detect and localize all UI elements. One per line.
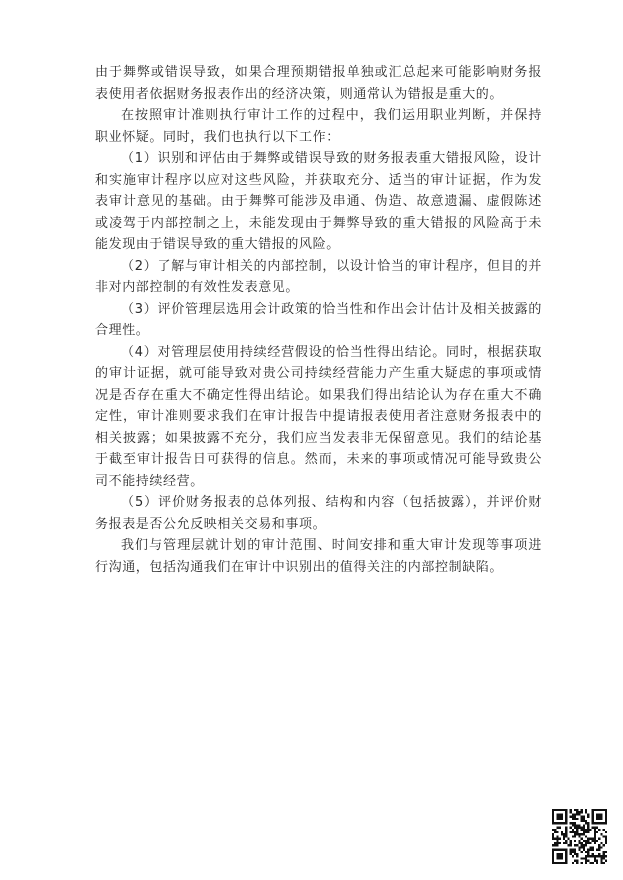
paragraph-item-3-accounting-policies: （3）评价管理层选用会计政策的恰当性和作出会计估计及相关披露的合理性。 — [95, 301, 542, 338]
paragraph-material-misstatement: 由于舞弊或错误导致，如果合理预期错报单独或汇总起来可能影响财务报表使用者依据财务报表作出的经济决策，则通常认为错报是重大的。 — [95, 65, 542, 102]
paragraph-item-1-risk-assessment: （1）识别和评估由于舞弊或错误导致的财务报表重大错报风险，设计和实施审计程序以应对这些风险，并获取充分、适当的审计证据，作为发表审计意见的基础。由于舞弊可能涉及串通、伪造、故意遗漏、虚假陈述或凌驾于内部控制之上，未能发现由于舞弊导致的重大错报的风险高于未能发现由于错误导致的重大错报的风险。 — [95, 151, 542, 252]
paragraph-item-5-presentation: （5）评价财务报表的总体列报、结构和内容（包括披露），并评价财务报表是否公允反映相关交易和事项。 — [95, 495, 542, 532]
qr-code-icon — [552, 809, 607, 864]
paragraph-item-4-going-concern: （4）对管理层使用持续经营假设的恰当性得出结论。同时，根据获取的审计证据，就可能导致对贵公司持续经营能力产生重大疑虑的事项或情况是否存在重大不确定性得出结论。如果我们得出结论认为存在重大不确定性，审计准则要求我们在审计报告中提请报表使用者注意财务报表中的相关披露；如果披露不充分，我们应当发表非无保留意见。我们的结论基于截至审计报告日可获得的信息。然而，未来的事项或情况可能导致贵公司不能持续经营。 — [95, 344, 542, 489]
document-body — [95, 62, 542, 578]
paragraph-professional-judgment: 在按照审计准则执行审计工作的过程中，我们运用职业判断，并保持职业怀疑。同时，我们也执行以下工作： — [95, 108, 542, 145]
paragraph-communication: 我们与管理层就计划的审计范围、时间安排和重大审计发现等事项进行沟通，包括沟通我们在审计中识别出的值得关注的内部控制缺陷。 — [95, 538, 542, 575]
paragraph-item-2-internal-control: （2）了解与审计相关的内部控制，以设计恰当的审计程序，但目的并非对内部控制的有效性发表意见。 — [95, 258, 542, 295]
